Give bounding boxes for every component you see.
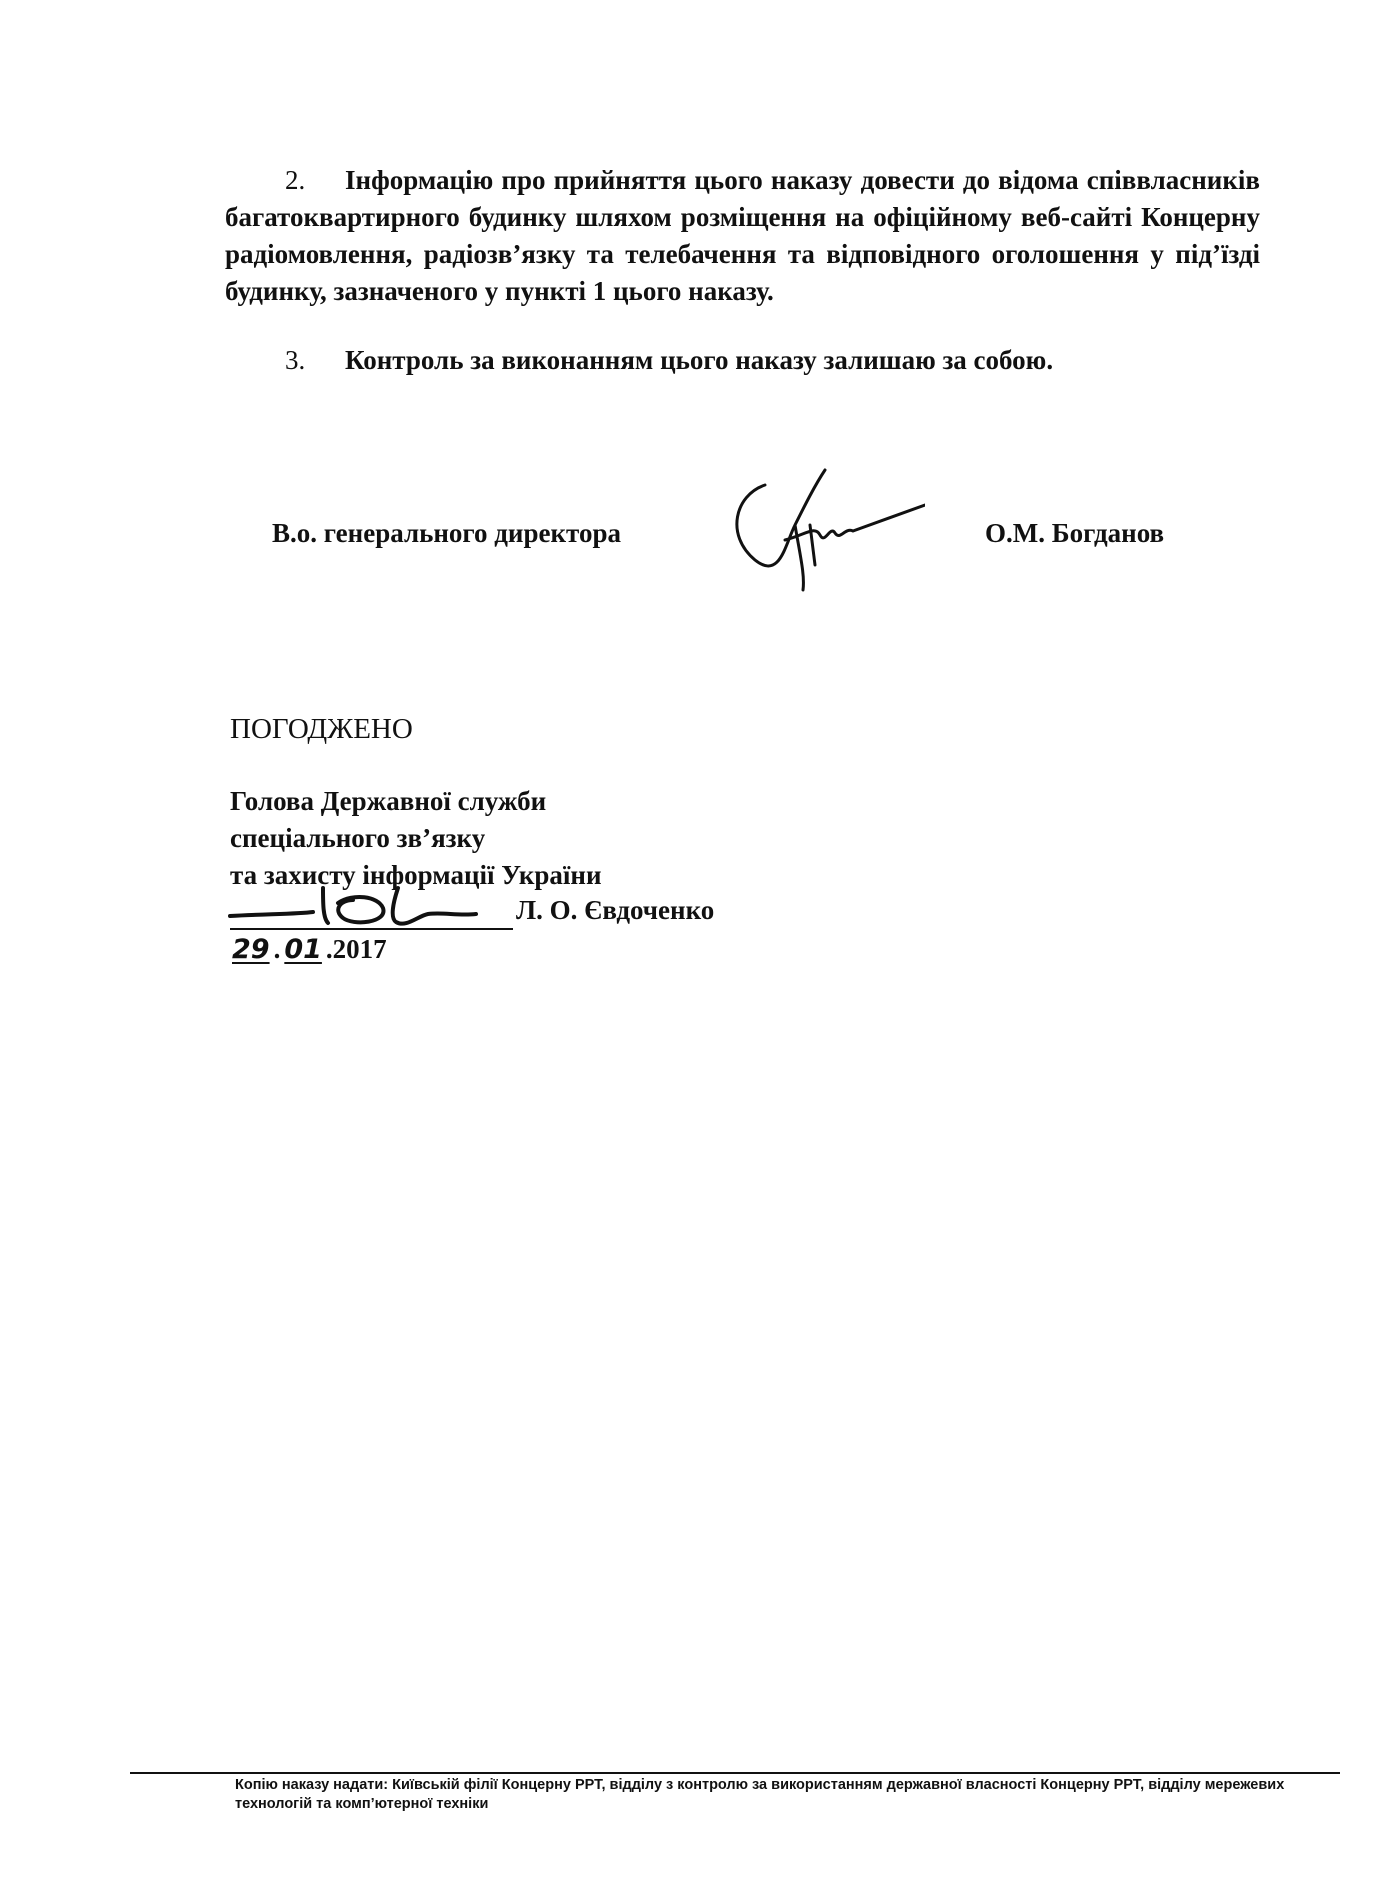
date-month: 01 [284,934,322,965]
signature-line [230,928,513,930]
order-item-2 [225,162,1260,310]
item-number: 3. [285,345,306,375]
approver-position-line: спеціального зв’язку [230,823,486,853]
approval-date: 29 . 01 .2017 [228,934,387,965]
date-year: .2017 [325,934,387,964]
approver-position-line: Голова Державної служби [230,786,547,816]
item-text: Контроль за виконанням цього наказу залишаю за собою. [345,345,1054,375]
director-title: В.о. генерального директора [272,518,621,548]
item-text: Інформацію про прийняття цього наказу довести до відома співвласників багатоквартирного будинку шляхом розміщення на офіційному веб-сайті Концерну радіомовлення, радіозв’язку та телебачення та відповідного оголошення у під’їзді будинку, зазначеного у пункті 1 цього наказу. [225,165,1260,306]
footer-note: Копію наказу надати: Київській філії Концерну РРТ, відділу з контролю за використанням державної власності Концерну РРТ, відділу мережевих технологій та комп’ютерної техніки [235,1777,1285,1812]
approval-heading: ПОГОДЖЕНО [230,713,413,745]
item-number: 2. [285,165,306,195]
director-name: О.М. Богданов [985,518,1165,548]
approver-name: Л. О. Євдоченко [516,895,715,925]
approver-signature [228,878,478,933]
date-day: 29 [232,934,270,965]
footer-divider [130,1772,1340,1774]
approver-position-line: та захисту інформації України [230,860,602,890]
order-item-3 [225,342,1260,379]
director-signature [725,465,925,595]
